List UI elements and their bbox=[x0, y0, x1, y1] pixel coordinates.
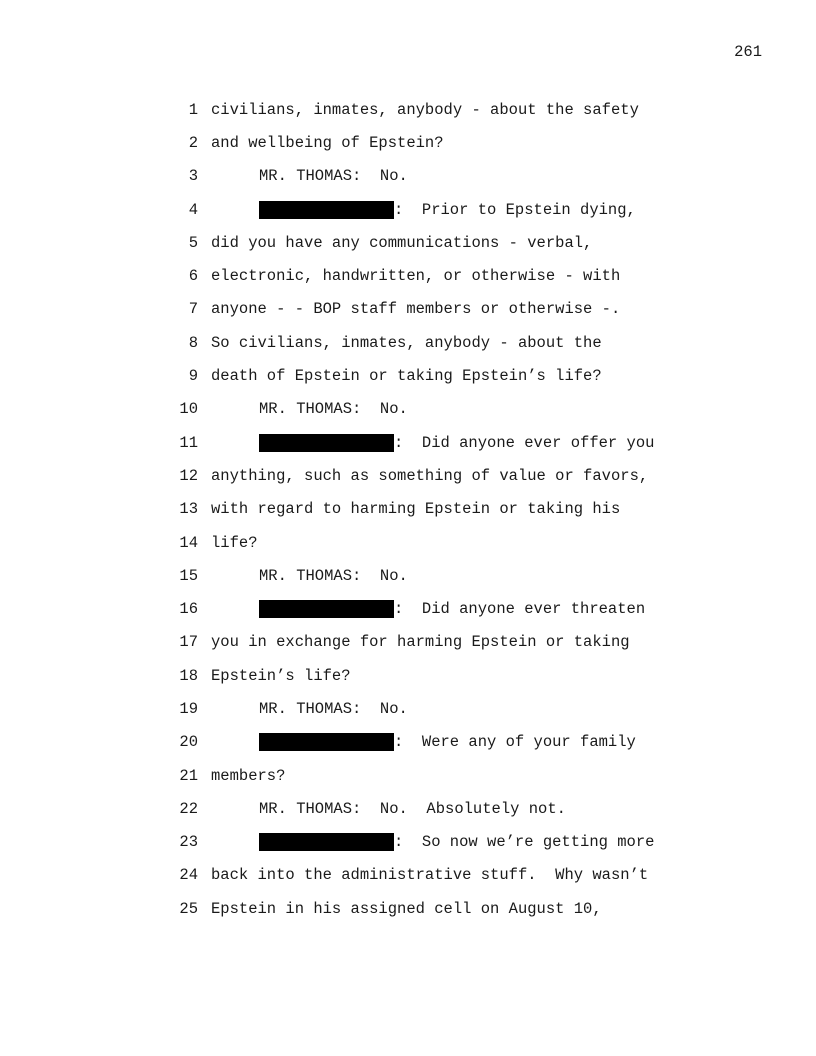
line-text: you in exchange for harming Epstein or taking bbox=[211, 633, 630, 652]
transcript-line bbox=[168, 792, 688, 825]
transcript-line bbox=[168, 692, 688, 725]
line-number: 24 bbox=[179, 866, 198, 885]
transcript-line bbox=[168, 160, 688, 193]
line-text: MR. THOMAS: No. bbox=[259, 400, 408, 419]
line-text: and wellbeing of Epstein? bbox=[211, 133, 444, 152]
transcript-line bbox=[168, 426, 688, 459]
line-text: anything, such as something of value or favors, bbox=[211, 466, 649, 485]
transcript-line bbox=[168, 459, 688, 492]
redaction-block bbox=[259, 201, 394, 219]
line-text: : Did anyone ever offer you bbox=[394, 433, 655, 452]
redaction-block bbox=[259, 434, 394, 452]
line-text: MR. THOMAS: No. Absolutely not. bbox=[259, 799, 566, 818]
transcript-line bbox=[168, 826, 688, 859]
line-text: : Were any of your family bbox=[394, 733, 636, 752]
line-number: 5 bbox=[188, 233, 198, 252]
line-text: anyone - - BOP staff members or otherwise -. bbox=[211, 300, 621, 319]
line-number: 1 bbox=[188, 100, 198, 119]
line-number: 6 bbox=[188, 267, 198, 286]
line-text: MR. THOMAS: No. bbox=[259, 699, 408, 718]
transcript-line bbox=[168, 626, 688, 659]
transcript-line bbox=[168, 892, 688, 925]
transcript-line bbox=[168, 193, 688, 226]
line-number: 17 bbox=[179, 633, 198, 652]
line-number: 3 bbox=[188, 167, 198, 186]
transcript-line bbox=[168, 759, 688, 792]
line-number: 9 bbox=[188, 367, 198, 386]
line-number: 12 bbox=[179, 466, 198, 485]
redaction-block bbox=[259, 600, 394, 618]
line-text: civilians, inmates, anybody - about the safety bbox=[211, 100, 639, 119]
line-number: 25 bbox=[179, 899, 198, 918]
transcript-line bbox=[168, 126, 688, 159]
line-text: members? bbox=[211, 766, 286, 785]
redaction-block bbox=[259, 733, 394, 751]
line-number: 19 bbox=[179, 699, 198, 718]
transcript-line bbox=[168, 559, 688, 592]
transcript-line bbox=[168, 259, 688, 292]
transcript-line bbox=[168, 526, 688, 559]
line-text: MR. THOMAS: No. bbox=[259, 167, 408, 186]
line-number: 16 bbox=[179, 600, 198, 619]
line-text: : Prior to Epstein dying, bbox=[394, 200, 636, 219]
line-number: 2 bbox=[188, 133, 198, 152]
line-text: did you have any communications - verbal, bbox=[211, 233, 593, 252]
transcript-line bbox=[168, 493, 688, 526]
transcript-body bbox=[168, 93, 688, 925]
line-text: with regard to harming Epstein or taking his bbox=[211, 500, 621, 519]
line-text: : Did anyone ever threaten bbox=[394, 600, 646, 619]
line-text: Epstein in his assigned cell on August 10, bbox=[211, 899, 602, 918]
transcript-line bbox=[168, 359, 688, 392]
transcript-line bbox=[168, 226, 688, 259]
line-number: 15 bbox=[179, 566, 198, 585]
line-number: 10 bbox=[179, 400, 198, 419]
line-number: 21 bbox=[179, 766, 198, 785]
page-number: 261 bbox=[734, 43, 762, 61]
transcript-line bbox=[168, 859, 688, 892]
transcript-line bbox=[168, 93, 688, 126]
transcript-line bbox=[168, 592, 688, 625]
transcript-line bbox=[168, 659, 688, 692]
line-text: death of Epstein or taking Epstein’s life? bbox=[211, 367, 602, 386]
line-number: 14 bbox=[179, 533, 198, 552]
line-text: MR. THOMAS: No. bbox=[259, 566, 408, 585]
transcript-line bbox=[168, 726, 688, 759]
line-number: 8 bbox=[188, 333, 198, 352]
line-number: 20 bbox=[179, 733, 198, 752]
line-text: Epstein’s life? bbox=[211, 666, 351, 685]
transcript-line bbox=[168, 293, 688, 326]
line-number: 11 bbox=[179, 433, 198, 452]
transcript-line bbox=[168, 326, 688, 359]
line-text: back into the administrative stuff. Why wasn’t bbox=[211, 866, 649, 885]
redaction-block bbox=[259, 833, 394, 851]
line-number: 18 bbox=[179, 666, 198, 685]
line-text: So civilians, inmates, anybody - about the bbox=[211, 333, 602, 352]
line-text: : So now we’re getting more bbox=[394, 833, 655, 852]
line-number: 22 bbox=[179, 799, 198, 818]
line-number: 4 bbox=[188, 200, 198, 219]
transcript-line bbox=[168, 393, 688, 426]
line-number: 13 bbox=[179, 500, 198, 519]
line-number: 23 bbox=[179, 833, 198, 852]
line-text: electronic, handwritten, or otherwise - with bbox=[211, 267, 621, 286]
line-number: 7 bbox=[188, 300, 198, 319]
line-text: life? bbox=[211, 533, 258, 552]
